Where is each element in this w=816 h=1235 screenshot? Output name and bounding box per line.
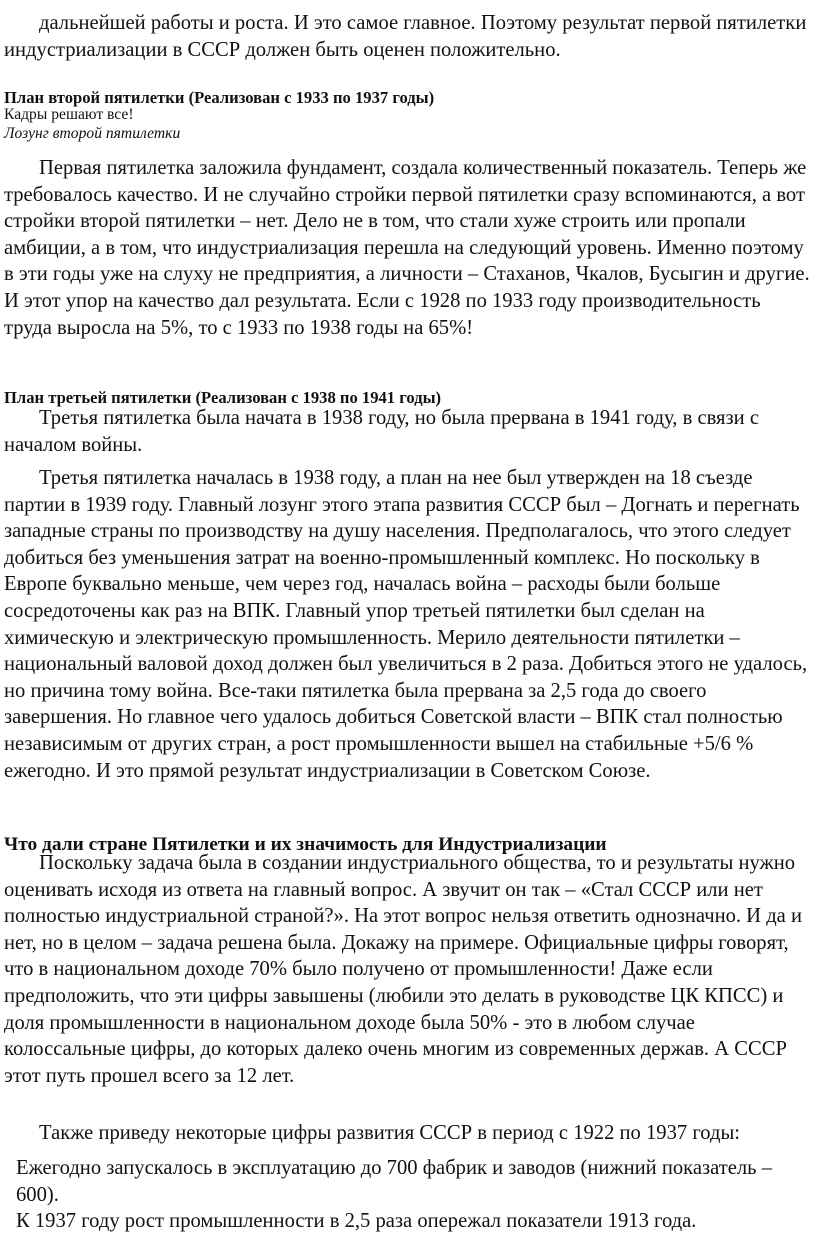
heading-results: Что дали стране Пятилетки и их значимость для Индустриализации [4,834,607,856]
paragraph-third-plan-details: Третья пятилетка началась в 1938 году, а план на нее был утвержден на 18 съезде партии в 1939 году. Главный лозунг этого этапа развития СССР был – Догнать и перегнать западные страны по производству на душу населения. Предполагалось, что этого следует добиться без уменьшения затрат на военно-промышленный комплекс. Но поскольку в Европе буквально меньше, чем через год, началась война – расходы были больше сосредоточены как раз на ВПК. Главный упор третьей пятилетки был сделан на химическую и электрическую промышленность. Мерило деятельности пятилетки – национальный валовой доход должен был увеличиться в 2 раза. Добиться этого не удалось, но причина тому война. Все-таки пятилетка была прервана за 2,5 года до своего завершения. Но главное чего удалось добиться Советской власти – ВПК стал полностью независимым от других стран, а рост промышленности вышел на стабильные +5/6 % ежегодно. И это прямой результат индустриализации в Советском Союзе. [4,467,808,782]
paragraph-figures-intro: Также приведу некоторые цифры развития СССР в период с 1922 по 1937 годы: [39,1122,741,1144]
paragraph-results: Поскольку задача была в создании индустриального общества, то и результаты нужно оценивать исходя из ответа на главный вопрос. А звучит он так – «Стал СССР или нет полностью индустриальной страной?». На этот вопрос нельзя ответить однозначно. И да и нет, но в целом – задача решена была. Докажу на примере. Официальные цифры говорят, что в национальном доходе 70% было получено от промышленности! Даже если предположить, что эти цифры завышены (любили это делать в руководстве ЦК КПСС) и доля промышленности в национальном доходе была 50% - это в любом случае колоссальные цифры, до которых далеко очень многим из современных держав. А СССР этот путь прошел всего за 12 лет. [4,852,802,1087]
slogan-text: Кадры решают все! [4,106,134,123]
slogan-caption: Лозунг второй пятилетки [4,125,181,142]
heading-second-five-year-plan: План второй пятилетки (Реализован с 1933 по 1937 годы) [4,87,435,107]
paragraph-intro: дальнейшей работы и роста. И это самое главное. Поэтому результат первой пятилетки индустриализации в СССР должен быть оценен положительно. [4,12,807,61]
paragraph-second-plan: Первая пятилетка заложила фундамент, создала количественный показатель. Теперь же требовалось качество. И не случайно стройки первой пятилетки сразу вспоминаются, а вот стройки второй пятилетки – нет. Дело не в том, что стали хуже строить или пропали амбиции, а в том, что индустриализация перешла на следующий уровень. Именно поэтому в эти годы уже на слуху не предприятия, а личности – Стаханов, Чкалов, Бусыгин и другие. И этот упор на качество дал результата. Если с 1928 по 1933 году производительность труда выросла на 5%, то с 1933 по 1938 годы на 65%! [4,157,810,339]
list-item: Ежегодно запускалось в эксплуатацию до 700 фабрик и заводов (нижний показатель – 600). [16,1157,773,1206]
paragraph-third-plan-intro: Третья пятилетка была начата в 1938 году, но была прервана в 1941 году, в связи с началом войны. [4,407,759,456]
list-item: К 1937 году рост промышленности в 2,5 раза опережал показатели 1913 года. [16,1210,697,1232]
heading-third-five-year-plan: План третьей пятилетки (Реализован с 1938 по 1941 годы) [4,387,442,407]
